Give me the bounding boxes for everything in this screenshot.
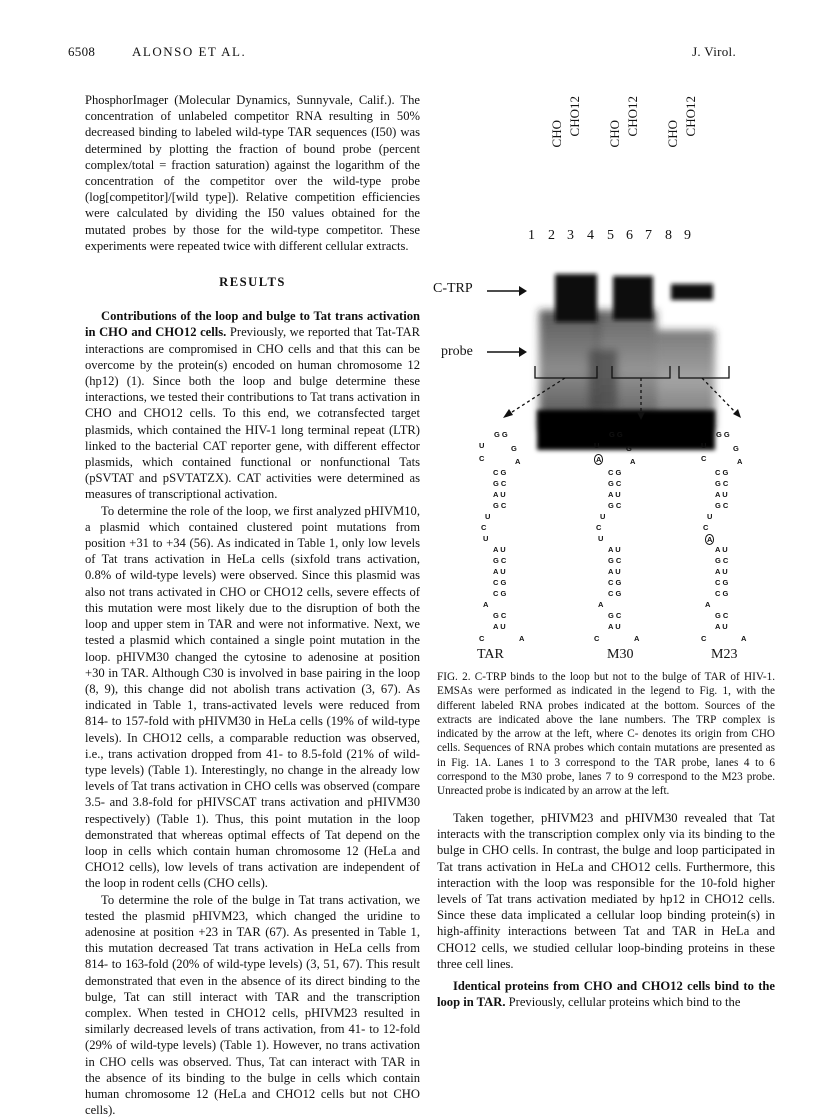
lane-label: CHO <box>665 120 680 148</box>
lane-number: 5 <box>607 228 614 243</box>
results-paragraph-1 <box>85 308 420 502</box>
lane-number: 6 <box>626 228 633 243</box>
section-subheading: Identical proteins from CHO and CHO12 cells bind to the loop in TAR. <box>437 979 775 1010</box>
probe-arrow <box>487 346 527 358</box>
lane-label: CHO <box>549 120 564 148</box>
lane-number: 9 <box>684 228 691 243</box>
results-paragraph-1-body: Previously, we reported that Tat-TAR interactions are compromised in CHO cells and that this can be overcome by the protein(s) encoded on human chromosome 12 (hp12) (1). Since both the loop and bulge determine these interactions, we tested their contributions to Tat trans activation in CHO and CHO12 cells. To this end, we cotransfected target plasmids, which contained the HIV-1 long terminal repeat (LTR) linked to the bacterial CAT reporter gene, with different effector plasmids, which contained functional or nonfunctional Tats (pSVTAT and pSVTATZX). CAT activities were determined as measures of transcriptional activation. <box>85 325 420 502</box>
section-subheading: Contributions of the loop and bulge to Tat trans activation in CHO and CHO12 cells. <box>85 309 420 340</box>
figure-caption: FIG. 2. C-TRP binds to the loop but not to the bulge of TAR of HIV-1. EMSAs were performed as indicated in the legend to Fig. 1, with the different labeled RNA probes indicated at the bottom. Sources of the extracts are indicated above the lane numbers. The TRP complex is indicated by the arrow at the left, where C- denotes its origin from CHO cells. Sequences of RNA probes which contain mutations are presented as in Fig. 1A. Lanes 1 to 3 correspond to the TAR probe, lanes 4 to 6 correspond to the M30 probe, lanes 7 to 9 correspond to the M23 probe. Unreacted probe is indicated by an arrow at the left. <box>437 671 775 798</box>
lane-number: 1 <box>528 228 535 243</box>
results-paragraph-2: To determine the role of the loop, we first analyzed pHIVM10, a plasmid which contained clustered point mutations from position +31 to +34 (56). As indicated in Table 1, only low levels of Tat trans activation in HeLa cells (sixfold trans activation, 0.8% of wild-type levels) were observed. Since this plasmid was also not trans activated in CHO or CHO12 cells, severe effects of this mutation were most likely due to the disruption of both the loop and upper stem in TAR and were not informative. Next, we tested a plasmid which contained a single point mutation in the loop. pHIVM30 changed the cytosine to adenosine at position +30 in TAR. Although C30 is involved in base pairing in the loop (8, 9), this change did not abolish trans activation (3, 67). As indicated in Table 1, trans-activated levels were reduced from 814- to 157-fold with pHIVM30 in HeLa cells (19% of wild-type levels). In CHO12 cells, a comparable reduction was observed, i.e., trans activation dropped from 41- to 8.5-fold (21% of wild-type levels) (Table 1). Interestingly, no change in the already low levels of Tat trans activation in CHO cells was observed (compare 3.5- and 3.8-fold for pHIVSCAT trans activation and pHIVM30 respectively) (Table 1). Thus, this point mutation in the loop demonstrated that whereas optimal effects of Tat depend on the loop in cells which contain human chromosome 12 (HeLa and CHO12 cells), low levels of trans activation are independent of the loop in rodent cells (CHO cells). <box>85 503 420 891</box>
probe-label: probe <box>441 344 473 359</box>
probe-name-tar: TAR <box>477 647 504 662</box>
left-column <box>85 92 420 1118</box>
lane-number: 2 <box>548 228 555 243</box>
c-trp-label: C-TRP <box>433 281 473 296</box>
figure-2 <box>433 80 777 740</box>
lane-number: 3 <box>567 228 574 243</box>
lane-label: CHO12 <box>683 96 698 137</box>
results-heading: RESULTS <box>219 275 286 290</box>
journal-name: J. Virol. <box>692 44 736 59</box>
probe-name-m23: M23 <box>711 647 738 662</box>
results-paragraph-3: To determine the role of the bulge in Tat trans activation, we tested the plasmid pHIVM23, which changed the uridine to adenosine at position +23 in TAR (67). As presented in Table 1, this mutation decreased Tat trans activation in HeLa cells from 814- to 163-fold (20% of wild-type levels) (3, 51, 67). This result demonstrated that even in the absence of its direct binding to the bulge, Tat can still interact with TAR and the transcription complex. When tested in CHO12 cells, pHIVM23 resulted in similarly decreased levels of trans activation, from 41- to 12-fold (29% of wild-type levels) (Table 1). However, no trans activation in CHO cells was observed. Thus, Tat can interact with TAR in the absence of its binding to the bulge in cells which contain human chromosome 12 (HeLa and CHO12 cells but not CHO cells). <box>85 892 420 1118</box>
lane-number: 8 <box>665 228 672 243</box>
probe-name-m30: M30 <box>607 647 634 662</box>
rna-structure-m23: G G U G C A C G G C A U G C U C A A U G C A U C G C G A G C A U C A <box>701 430 747 643</box>
lane-bracket-arrows <box>437 362 777 422</box>
emsa-gel-image <box>529 250 759 460</box>
lane-label: CHO <box>607 120 622 148</box>
right-paragraph-2 <box>437 978 775 1010</box>
lane-label: CHO12 <box>625 96 640 137</box>
right-column <box>437 810 775 1010</box>
methods-paragraph: PhosphorImager (Molecular Dynamics, Sunnyvale, Calif.). The concentration of unlabeled competitor RNA resulting in 50% decreased binding to labeled wild-type TAR sequences (I50) was determined by plotting the fraction of bound probe (percent complex/total = fraction saturation) against the logarithm of the concentration of the competitor over the wild-type probe (log[competitor]/[wild type]). Relative competition efficiencies were calculated by dividing the I50 values obtained for the mutated probes by those for the wild-type competitor. These experiments were repeated twice with different cellular extracts. <box>85 93 420 253</box>
lane-number: 7 <box>645 228 652 243</box>
page-number: 6508 <box>68 44 96 59</box>
rna-structure-m30: G G U G A A C G G C A U G C U C U A U G C A U C G C G A G C A U C A <box>594 430 640 643</box>
lane-number: 4 <box>587 228 594 243</box>
rna-structure-tar: G G U G C A C G G C A U G C U C U A U G C A U C G C G A G C A U C A <box>479 430 525 643</box>
right-paragraph-1: Taken together, pHIVM23 and pHIVM30 revealed that Tat interacts with the transcription complex only via its binding to the bulge in CHO cells. In contrast, the bulge and loop participated in Tat trans activation in HeLa and CHO12 cells. Furthermore, this interaction with the loop was responsible for the 10-fold higher levels of Tat trans activation mediated by hp12 in CHO12 cells. Since these data implicated a cellular loop binding protein(s) in high-affinity interactions between Tat and TAR in HeLa and CHO12 cells, we studied cellular loop-binding proteins in these three cell lines. <box>437 811 775 971</box>
right-paragraph-2-body: Previously, cellular proteins which bind to the <box>505 995 741 1010</box>
running-authors: ALONSO ET AL. <box>132 44 247 59</box>
c-trp-arrow <box>487 285 527 297</box>
lane-label: CHO12 <box>567 96 582 137</box>
